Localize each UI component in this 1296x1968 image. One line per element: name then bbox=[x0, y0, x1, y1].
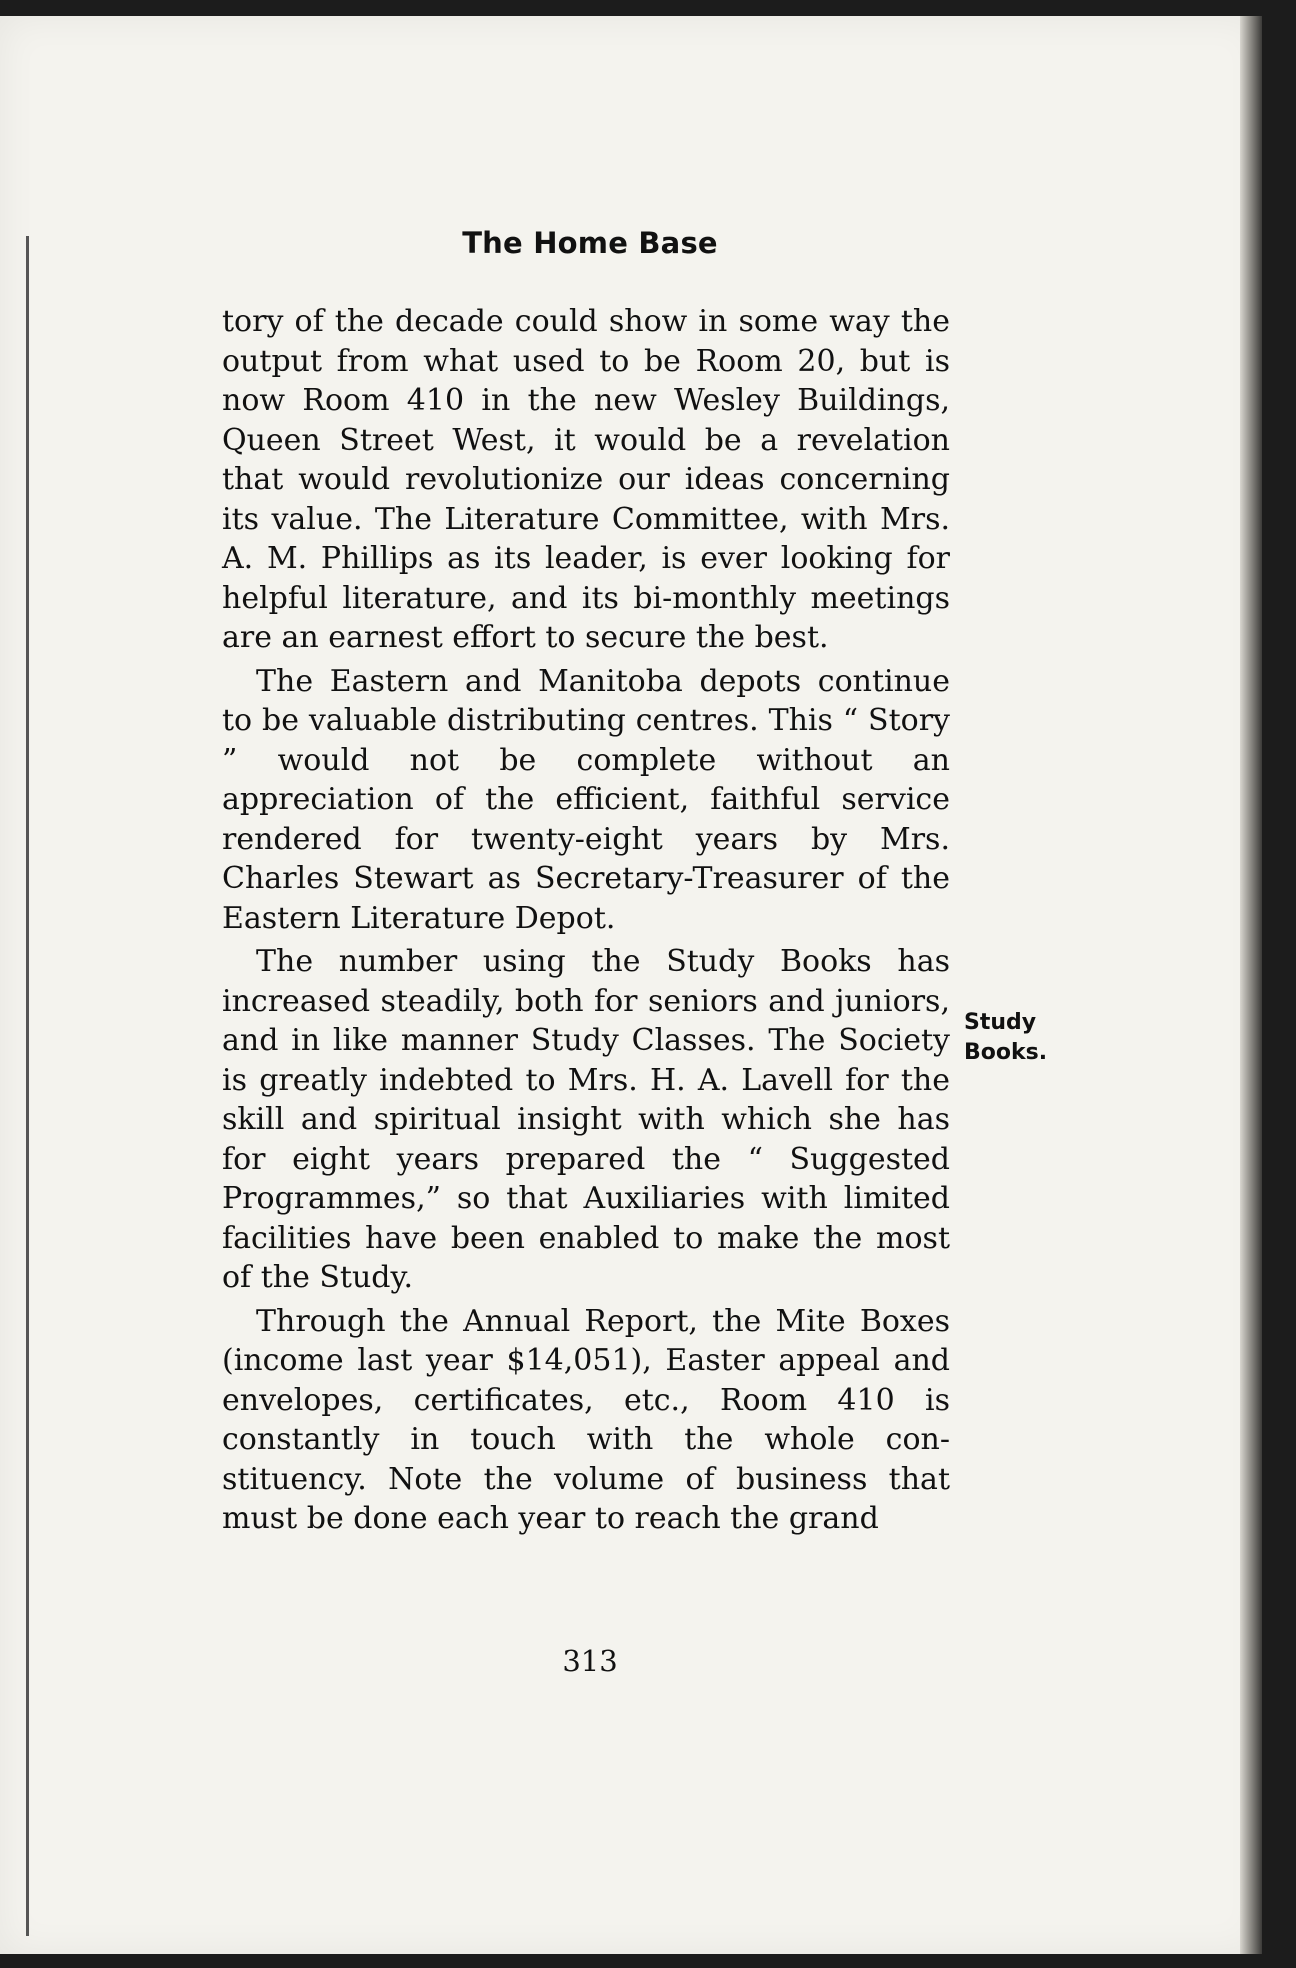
page-edge-shadow bbox=[1240, 16, 1262, 1954]
margin-note-line-2: Books. bbox=[964, 1040, 1048, 1065]
page-number: 313 bbox=[562, 1644, 618, 1678]
paragraph-1: tory of the decade could show in some way the output from what used to be Room 20, but is now Room 410 in the new Wesley Buildings, Queen Street West, it would be a revelation that would revolutionize our ideas concerning its value. The Literature Committee, with Mrs. A. M. Phillips as its leader, is ever looking for helpful literature, and its bi-monthly meetings are an earnest effort to secure the best. bbox=[222, 304, 950, 655]
running-head: The Home Base bbox=[462, 226, 718, 260]
paragraph-2: The Eastern and Manitoba depots continue to be valuable distributing centres. This “ Story ” would not be complete without an appreciation of the efficient, faithful service rendered for twenty-eight years by Mrs. Charles Stewart as Secretary-Treasurer of the Eastern Literature Depot. bbox=[222, 663, 950, 936]
margin-note-line-1: Study bbox=[964, 1010, 1037, 1035]
body-text bbox=[222, 302, 950, 1543]
paragraph-4: Through the Annual Report, the Mite Boxes (income last year $14,051), Easter appeal and envelopes, certificates, etc., Room 410 is constantly in touch with the whole constituency. Note the volume of business that must be done each year to reach the grand bbox=[222, 1303, 950, 1536]
gutter-shadow bbox=[26, 236, 29, 1936]
book-page bbox=[0, 16, 1262, 1954]
paragraph-3: The number using the Study Books has increased steadily, both for seniors and juniors, and in like manner Study Classes. The Society is greatly indebted to Mrs. H. A. Lavell for the skill and spiritual insight with which she has for eight years prepared the “ Suggested Programmes,” so that Auxiliaries with limited facilities have been enabled to make the most of the Study. bbox=[222, 944, 950, 1295]
margin-note bbox=[964, 1008, 1047, 1068]
